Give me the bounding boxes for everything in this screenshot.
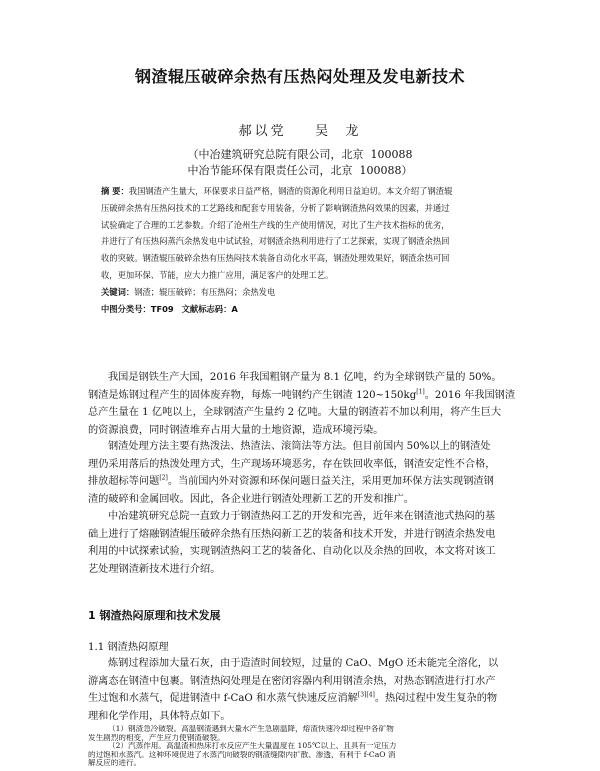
paragraph-5: （1）钢渣急冷破裂。高温钢渣遇到大量水产生急剧温降，熔渣快速冷却过程中各矿物 发生剧烈的相变，产生应力使钢渣破裂。 (88, 725, 394, 742)
doc-code-value: A (231, 303, 238, 314)
citation-ref: [3][4] (357, 691, 375, 699)
abstract-line: 收的突破。钢渣辊压破碎余热有压热闷技术装备自动化水平高，钢渣处理效果好，钢渣余热可回 (101, 253, 450, 264)
classification-label: 中图分类号： (101, 303, 151, 314)
affiliation-line-1: （中冶建筑研究总院有限公司，北京 100088 (187, 148, 413, 161)
author-list: 郝以党 吴 龙 (238, 124, 362, 139)
paragraph-4: 炼钢过程添加大量石灰，由于造渣时间较短，过量的 CaO、MgO 还未能完全溶化，以 游离态在钢渣中包裹。钢渣热闷处理是在密闭容器内利用钢渣余热，对热态钢渣进行打水产 生过饱和水蒸气，促进钢渣中 f-CaO 和水蒸气快速反应消解[3][4]。热闷过程中发生复杂的物 (88, 658, 499, 704)
abstract-line: 压破碎余热有压热闷技术的工艺路线和配套专用装备，分析了影响钢渣热闷效果的因素，并通过 (101, 202, 450, 213)
section-heading-1-1: 1.1 钢渣热闷原理 (88, 642, 169, 653)
paragraph-1: 我国是钢铁生产大国，2016 年我国粗钢产量为 8.1 亿吨，约为全球钢铁产量的 50%。 钢渣是炼钢过程产生的固体废弃物，每炼一吨钢约产生钢渣 120~150kg[1]。2016 年我国钢渣 总产生量在 1 亿吨以上，全球钢渣产生量约 2 亿吨。大量的钢渣若不加以利用，将产生巨大 的资源浪费，同时钢渣堆弃占用大量的土地资源，造成环境污染。 (88, 372, 516, 436)
paragraph-4-end: 理和化学作用，具体特点如下。 (88, 710, 231, 722)
keywords-label: 关键词： (101, 286, 135, 297)
abstract-block (101, 183, 503, 317)
citation-ref: [1] (416, 388, 425, 396)
affiliation-line-2: 中冶节能环保有限责任公司，北京 100088） (187, 164, 413, 177)
keywords-value: 钢渣；辊压破碎；有压热闷；余热发电 (134, 286, 276, 297)
abstract-label: 摘 要： (101, 186, 129, 196)
abstract-line: 摘 要：我国钢渣产生量大，环保要求日益严格，钢渣的资源化利用日益迫切。本文介绍了钢渣辊 (101, 186, 453, 196)
keywords-line (101, 284, 503, 301)
abstract-line: 并进行了有压热闷蒸汽余热发电中试试验，对钢渣余热利用进行了工艺探索，实现了钢渣余热回 (101, 236, 450, 247)
paper-title: 钢渣辊压破碎余热有压热闷处理及发电新技术 (134, 67, 465, 86)
section-heading-1: 1 钢渣热闷原理和技术发展 (88, 609, 221, 622)
abstract-line: 试验确定了合理的工艺参数。介绍了沧州生产线的生产使用情况，对比了生产技术指标的优劣， (101, 219, 450, 230)
classification-line (101, 301, 503, 318)
classification-value: TF09 (150, 303, 174, 314)
abstract-line: 收，更加环保、节能，应大力推广应用，满足客户的处理工艺。 (101, 269, 334, 280)
citation-ref: [2] (159, 474, 168, 482)
paragraph-3: 中冶建筑研究总院一直致力于钢渣热闷工艺的开发和完善，近年来在钢渣池式热闷的基 础上进行了熔融钢渣辊压破碎余热有压热闷新工艺的装备和技术开发，并进行钢渣余热发电 利用的中试探索试验，实现钢渣热闷工艺的装备化、自动化以及余热的回收，本文将对该工 艺处理钢渣新技术进行介绍。 (88, 511, 496, 575)
doc-code-label: 文献标志码： (181, 303, 232, 314)
paragraph-6: （2）汽蒸作用。高温渣和热床打水反应产生大量温度在 105℃以上、且具有一定压力 的过饱和水蒸汽。这种环境促进了水蒸汽向破裂的钢渣缝隙内扩散、渗透，有利于 f-CaO 消 解反应的进行。 (88, 742, 397, 768)
paragraph-2: 钢渣处理方法主要有热泼法、热渣法、滚筒法等方法。但目前国内 50%以上的钢渣处 理仍采用落后的热泼处理方式，生产现场环境恶劣，存在铁回收率低，钢渣安定性不合格， 排放超标等问题[2]。当前国内外对资源和环保问题日益关注，采用更加环保方法实现钢渣钢 渣的破碎和金属回收。因此，各企业进行钢渣处理新工艺的开发和推广。 (88, 441, 496, 505)
